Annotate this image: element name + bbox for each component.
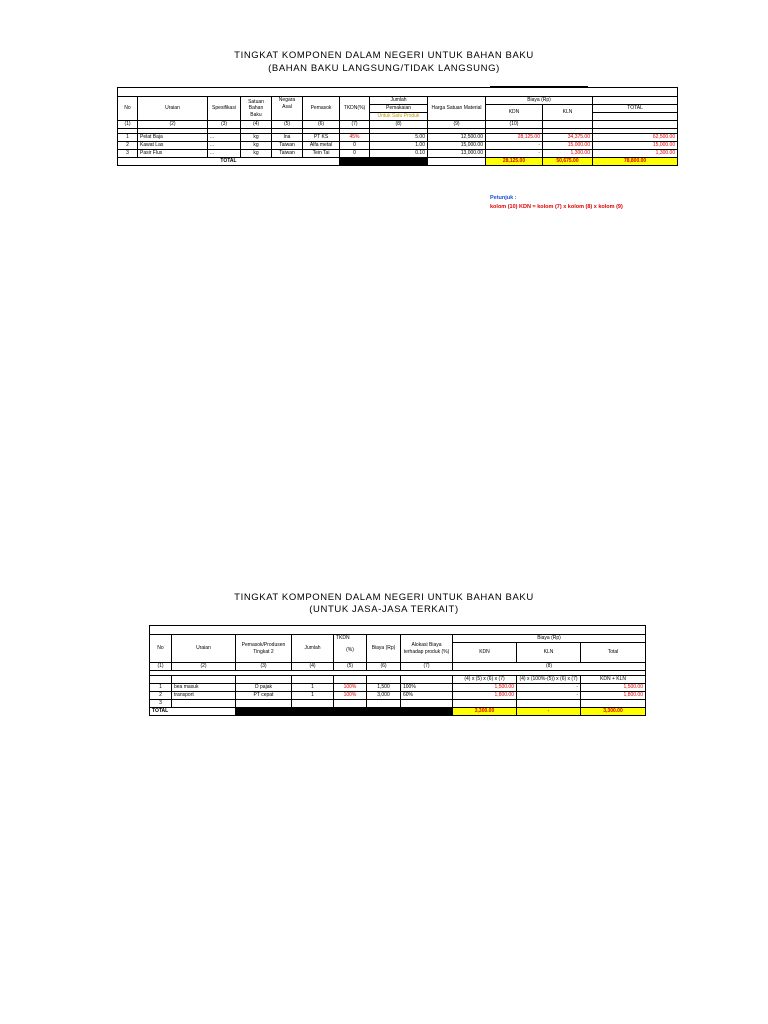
table1-header-row-1 — [118, 97, 678, 105]
total-label: TOTAL — [118, 158, 340, 166]
row-total: 62,500.00 — [593, 134, 678, 142]
row-tkdn: 45% — [340, 134, 370, 142]
row-no: 2 — [118, 142, 138, 150]
t2-colnum-4: (4) — [292, 663, 334, 671]
colnum-1: (1) — [118, 121, 138, 129]
row-jumlah — [292, 700, 334, 708]
table2-header-row-1 — [150, 635, 646, 643]
row-pemasok: PT KS — [303, 134, 340, 142]
row-kln: - — [517, 692, 581, 700]
row-uraian: Pelat Baja — [138, 134, 208, 142]
table1-subtitle: (BAHAN BAKU LANGSUNG/TIDAK LANGSUNG) — [268, 63, 500, 74]
t2-colnum-8: (8) — [453, 663, 646, 671]
row-harga: 13,000.00 — [428, 150, 486, 158]
row-kdn: 28,125.00 — [486, 134, 543, 142]
table1-colnum-row — [118, 121, 678, 129]
row-uraian: Pasir Flux — [138, 150, 208, 158]
table1 — [117, 87, 678, 166]
row-tkdn: 0 — [340, 142, 370, 150]
t2-header-jumlah: Jumlah — [292, 635, 334, 663]
row-satuan: kg — [241, 134, 272, 142]
row-uraian — [172, 700, 236, 708]
row-total: 15,000.00 — [593, 142, 678, 150]
t2-header-biaya-group: Biaya (Rp) — [453, 635, 646, 643]
header-uraian: Uraian — [138, 97, 208, 121]
row-total — [581, 700, 646, 708]
row-pemasok: Tein Tai — [303, 150, 340, 158]
t2-colnum-7: (7) — [401, 663, 453, 671]
row-spek: ... — [208, 134, 241, 142]
header-untuk-satu-produk: Untuk Satu Produk — [370, 113, 428, 121]
colnum-4: (4) — [241, 121, 272, 129]
table-row — [118, 134, 678, 142]
table-row — [150, 692, 646, 700]
total-kln: 50,675.00 — [543, 158, 593, 166]
row-biaya: 3,000 — [367, 692, 401, 700]
row-harga: 15,000.00 — [428, 142, 486, 150]
row-kdn: - — [486, 150, 543, 158]
row-no: 3 — [118, 150, 138, 158]
row-uraian: Kawat Las — [138, 142, 208, 150]
row-uraian: bea masuk — [172, 684, 236, 692]
row-jumlah: 1.00 — [370, 142, 428, 150]
t2-header-alokasi: Alokasi Biaya terhadap produk (%) — [401, 635, 453, 663]
row-jumlah: 5.00 — [370, 134, 428, 142]
colnum-7: (7) — [340, 121, 370, 129]
row-pemasok: D pajak — [236, 684, 292, 692]
row-total: 1,300.00 — [593, 150, 678, 158]
row-jumlah: 1 — [292, 684, 334, 692]
table2-top-row — [150, 626, 646, 635]
colnum-8: (8) — [370, 121, 428, 129]
row-jumlah: 1 — [292, 692, 334, 700]
colnum-2: (2) — [138, 121, 208, 129]
table1-top-row — [118, 88, 678, 97]
t2-header-kln: KLN — [517, 643, 581, 663]
header-pemakaian: Pemakaian — [370, 105, 428, 113]
header-negara: Negara Asal — [272, 97, 303, 121]
table-row — [150, 684, 646, 692]
row-total: 1,800.00 — [581, 692, 646, 700]
row-total: 1,500.00 — [581, 684, 646, 692]
t2-header-tkdn-label: TKDN — [336, 635, 350, 641]
row-negara: Taiwan — [272, 150, 303, 158]
row-kdn: 1,500.00 — [453, 684, 517, 692]
row-alokasi — [401, 700, 453, 708]
total-all: 78,800.00 — [593, 158, 678, 166]
t2-header-pemasok: Pemasok/Produsen Tingkat 2 — [236, 635, 292, 663]
row-harga: 12,500.00 — [428, 134, 486, 142]
t2-colnum-5: (5) — [334, 663, 367, 671]
t2-header-kdn: KDN — [453, 643, 517, 663]
row-negara: Taiwan — [272, 142, 303, 150]
row-satuan: kg — [241, 150, 272, 158]
row-tkdn: 100% — [334, 684, 367, 692]
row-jumlah: 0.10 — [370, 150, 428, 158]
t2-header-tkdn — [334, 635, 367, 663]
t2-header-no: No — [150, 635, 172, 663]
row-biaya: 1,500 — [367, 684, 401, 692]
row-no: 2 — [150, 692, 172, 700]
row-tkdn: 100% — [334, 692, 367, 700]
row-kdn: - — [486, 142, 543, 150]
table1-total-row — [118, 158, 678, 166]
table2-colnum-row — [150, 663, 646, 671]
row-satuan: kg — [241, 142, 272, 150]
row-kln — [517, 700, 581, 708]
colnum-10: (10) — [486, 121, 543, 129]
table2-title: TINGKAT KOMPONEN DALAM NEGERI UNTUK BAHAN BAKU — [234, 592, 534, 603]
total-kdn: 28,125.00 — [486, 158, 543, 166]
header-no: No — [118, 97, 138, 121]
header-satuan: Satuan Bahan Baku — [241, 97, 272, 121]
t2-total-label: TOTAL — [150, 708, 236, 716]
row-pemasok: Alfa metal — [303, 142, 340, 150]
row-tkdn — [334, 700, 367, 708]
row-alokasi: 60% — [401, 692, 453, 700]
row-no: 1 — [150, 684, 172, 692]
header-total: TOTAL — [593, 105, 678, 113]
t2-total-all: 3,300.00 — [581, 708, 646, 716]
row-kdn — [453, 700, 517, 708]
header-jumlah: Jumlah — [370, 97, 428, 105]
colnum-6: (6) — [303, 121, 340, 129]
table-row — [118, 150, 678, 158]
petunjuk-note — [490, 194, 623, 212]
t2-header-uraian: Uraian — [172, 635, 236, 663]
t2-header-total: Total — [581, 643, 646, 663]
petunjuk-text: kolom (10) KDN = kolom (7) x kolom (8) x kolom (9) — [490, 204, 623, 210]
table1-title: TINGKAT KOMPONEN DALAM NEGERI UNTUK BAHAN BAKU — [234, 50, 534, 61]
t2-total-black-cell — [236, 708, 453, 716]
formula-kln: (4) x (100%-(5)) x (6) x (7) — [517, 676, 581, 684]
colnum-3: (3) — [208, 121, 241, 129]
formula-total: KDN + KLN — [581, 676, 646, 684]
colnum-9: (9) — [428, 121, 486, 129]
header-harga: Harga Satuan Material — [428, 97, 486, 121]
table2 — [149, 625, 646, 716]
t2-total-kdn: 3,300.00 — [453, 708, 517, 716]
row-negara: Ina — [272, 134, 303, 142]
t2-colnum-2: (2) — [172, 663, 236, 671]
row-uraian: transport — [172, 692, 236, 700]
header-kdn: KDN — [486, 105, 543, 121]
header-tkdn: TKDN(%) — [340, 97, 370, 121]
t2-colnum-6: (6) — [367, 663, 401, 671]
row-pemasok — [236, 700, 292, 708]
table-row — [118, 142, 678, 150]
row-kln: - — [517, 684, 581, 692]
total-black-cell — [340, 158, 428, 166]
t2-colnum-3: (3) — [236, 663, 292, 671]
row-kln: 34,375.00 — [543, 134, 593, 142]
table2-formula-row — [150, 676, 646, 684]
row-biaya — [367, 700, 401, 708]
colnum-5: (5) — [272, 121, 303, 129]
row-no: 3 — [150, 700, 172, 708]
row-spek: ... — [208, 142, 241, 150]
row-pemasok: PT cepat — [236, 692, 292, 700]
header-pemasok: Pemasok — [303, 97, 340, 121]
table2-subtitle: (UNTUK JASA-JASA TERKAIT) — [309, 604, 459, 615]
row-spek: ... — [208, 150, 241, 158]
row-kdn: 1,800.00 — [453, 692, 517, 700]
row-alokasi: 100% — [401, 684, 453, 692]
row-tkdn: 0 — [340, 150, 370, 158]
header-biaya: Biaya (Rp) — [486, 97, 593, 105]
table2-total-row — [150, 708, 646, 716]
header-spesifikasi: Spesifikasi — [208, 97, 241, 121]
t2-header-biaya: Biaya (Rp) — [367, 635, 401, 663]
row-kln: 1,300.00 — [543, 150, 593, 158]
row-kln: 15,000.00 — [543, 142, 593, 150]
t2-colnum-1: (1) — [150, 663, 172, 671]
table-row — [150, 700, 646, 708]
formula-kdn: (4) x (5) x (6) x (7) — [453, 676, 517, 684]
header-kln: KLN — [543, 105, 593, 121]
t2-header-tkdn-pct: (%) — [346, 646, 354, 653]
t2-total-kln: - — [517, 708, 581, 716]
row-no: 1 — [118, 134, 138, 142]
petunjuk-title: Petunjuk : — [490, 195, 517, 201]
